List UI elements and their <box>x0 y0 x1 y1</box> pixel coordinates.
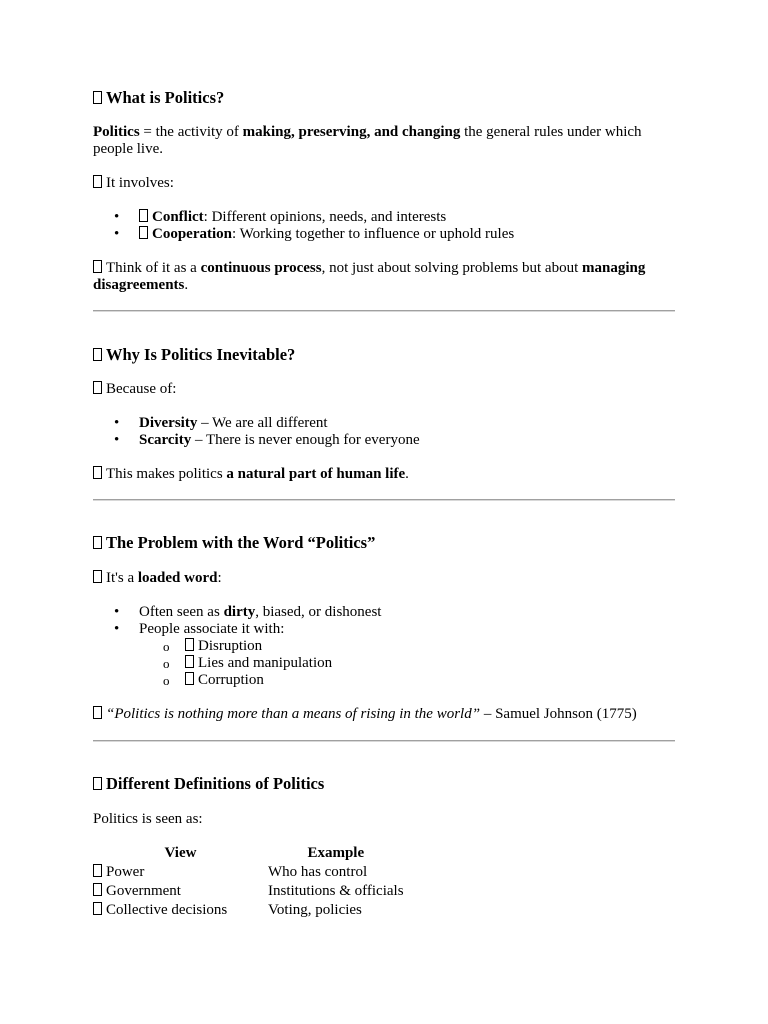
sublist-item <box>93 655 381 672</box>
table-header-row <box>93 844 404 863</box>
natural-part-note <box>93 466 675 483</box>
missing-glyph-icon <box>93 536 102 549</box>
item-text: : Different opinions, needs, and interests <box>203 209 447 225</box>
line-text: It's a <box>106 570 138 586</box>
item-term: Scarcity <box>139 432 192 448</box>
association-sublist <box>139 638 381 689</box>
politics-definition <box>93 124 675 158</box>
perception-list <box>93 604 381 689</box>
item-term: Cooperation <box>152 226 232 242</box>
list-item <box>93 209 514 226</box>
list-item <box>93 432 420 449</box>
missing-glyph-icon <box>93 570 102 583</box>
note-text: . <box>405 466 409 482</box>
sublist-item <box>93 672 381 689</box>
section-heading-word-problem <box>93 533 375 553</box>
sublist-item <box>93 638 381 655</box>
heading-text: Different Definitions of Politics <box>106 774 325 793</box>
sublist-text: Corruption <box>198 672 264 688</box>
loaded-word-line <box>93 570 675 587</box>
note-emphasis: managing disagreements <box>93 260 646 293</box>
johnson-quote <box>93 706 675 723</box>
item-text: – There is never enough for everyone <box>191 432 420 448</box>
list-item <box>93 604 381 621</box>
horizontal-divider <box>93 310 675 312</box>
sublist-text: Disruption <box>198 638 263 654</box>
cell-text: Power <box>106 864 145 880</box>
table-cell-example: Who has control <box>268 864 368 880</box>
heading-text: Why Is Politics Inevitable? <box>106 345 296 364</box>
item-text: – We are all different <box>197 415 328 431</box>
horizontal-divider <box>93 499 675 501</box>
heading-text: The Problem with the Word “Politics” <box>106 533 376 552</box>
missing-glyph-icon <box>185 655 194 668</box>
line-emphasis: loaded word <box>137 570 218 586</box>
involves-list <box>93 209 514 243</box>
heading-text: What is Politics? <box>106 88 225 107</box>
missing-glyph-icon <box>93 466 102 479</box>
list-item <box>93 226 514 243</box>
item-term: Conflict <box>152 209 204 225</box>
item-emphasis: dirty <box>223 604 256 620</box>
table-row <box>93 882 404 901</box>
missing-glyph-icon <box>93 91 102 104</box>
sublist-text: Lies and manipulation <box>198 655 333 671</box>
missing-glyph-icon <box>93 706 102 719</box>
missing-glyph-icon <box>93 348 102 361</box>
cell-text: Collective decisions <box>106 902 228 918</box>
list-item <box>93 415 420 432</box>
table-row <box>93 863 404 882</box>
missing-glyph-icon <box>93 902 102 915</box>
table-row <box>93 901 404 920</box>
column-header-view: View <box>164 845 197 861</box>
missing-glyph-icon <box>93 260 102 273</box>
column-header-example: Example <box>307 845 365 861</box>
note-emphasis: continuous process <box>200 260 322 276</box>
note-text: Think of it as a <box>106 260 201 276</box>
item-term: Diversity <box>139 415 198 431</box>
missing-glyph-icon <box>93 381 102 394</box>
missing-glyph-icon <box>139 209 148 222</box>
missing-glyph-icon <box>93 864 102 877</box>
quote-attribution: – Samuel Johnson (1775) <box>480 706 637 722</box>
item-text: , biased, or dishonest <box>255 604 382 620</box>
reasons-list <box>93 415 420 449</box>
missing-glyph-icon <box>93 175 102 188</box>
because-line <box>93 381 675 398</box>
table-cell-view <box>93 882 268 901</box>
intro-text: Politics is seen as: <box>93 811 203 827</box>
section-heading-what-is-politics <box>93 88 224 108</box>
definition-emphasis: making, preserving, and changing <box>242 124 461 140</box>
definitions-intro <box>93 811 675 828</box>
definition-text: the general rules under which people live. <box>93 124 642 157</box>
table-cell-example: Voting, policies <box>268 902 362 918</box>
involves-text: It involves: <box>106 175 174 191</box>
missing-glyph-icon <box>185 672 194 685</box>
quote-text: “Politics is nothing more than a means of rising in the world” <box>106 706 481 722</box>
definitions-table <box>93 844 404 920</box>
table-cell-example: Institutions & officials <box>268 883 404 899</box>
missing-glyph-icon <box>185 638 194 651</box>
missing-glyph-icon <box>93 883 102 896</box>
note-text: . <box>184 277 189 293</box>
note-text: This makes politics <box>106 466 227 482</box>
missing-glyph-icon <box>93 777 102 790</box>
item-text: Often seen as <box>139 604 224 620</box>
cell-text: Government <box>106 883 181 899</box>
because-text: Because of: <box>106 381 177 397</box>
note-text: , not just about solving problems but about <box>321 260 582 276</box>
table-cell-view <box>93 863 268 882</box>
item-text: People associate it with: <box>139 621 285 637</box>
table-cell-view <box>93 901 268 920</box>
definition-term: Politics <box>93 124 140 140</box>
list-item <box>93 621 381 689</box>
continuous-process-note <box>93 260 675 294</box>
item-text: : Working together to influence or uphold rules <box>232 226 515 242</box>
missing-glyph-icon <box>139 226 148 239</box>
note-emphasis: a natural part of human life <box>226 466 406 482</box>
section-heading-definitions <box>93 774 324 794</box>
section-heading-why-inevitable <box>93 345 295 365</box>
horizontal-divider <box>93 740 675 742</box>
line-text: : <box>217 570 222 586</box>
involves-line <box>93 175 675 192</box>
definition-text: = the activity of <box>139 124 243 140</box>
